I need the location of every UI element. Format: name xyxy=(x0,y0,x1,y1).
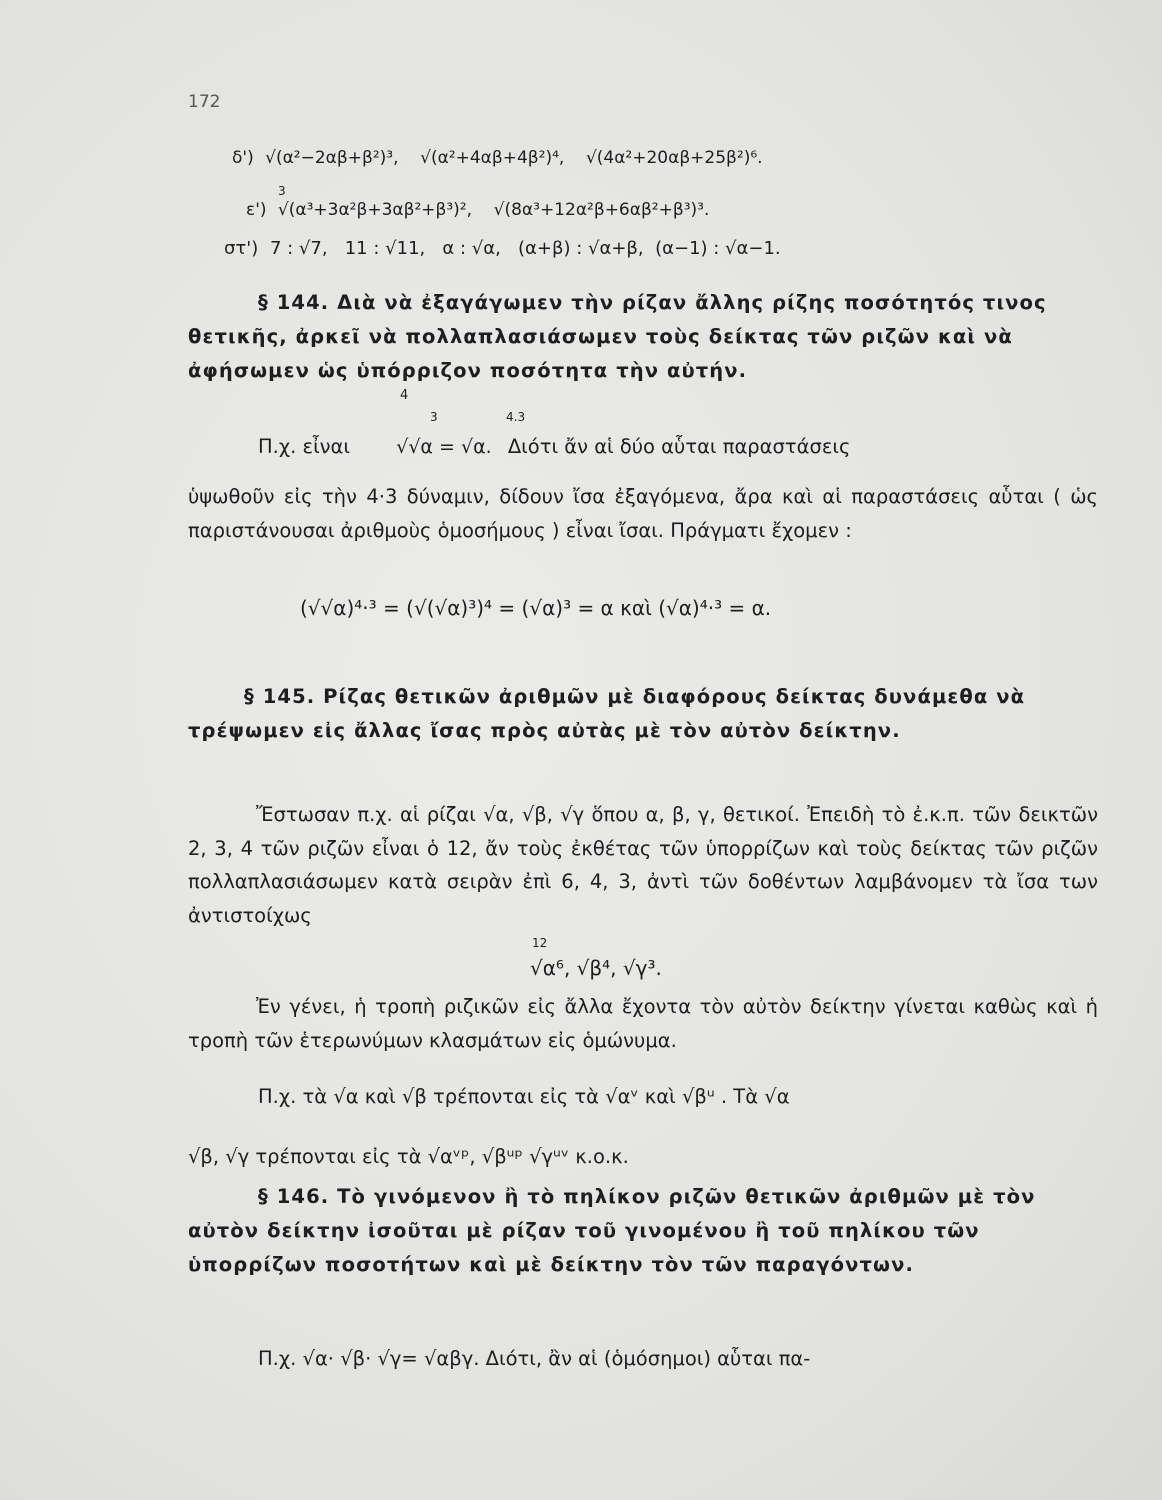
root-index: 4.3 xyxy=(506,410,526,424)
section-145-display-formula: √α⁶, √β⁴, √γ³. xyxy=(530,956,662,980)
section-145-body-1: Ἔστωσαν π.χ. αἱ ρίζαι √α, √β, √γ ὅπου α, β, γ, θετικοί. Ἐπειδὴ τὸ ἐ.κ.π. τῶν δεικτῶν 2, 3, 4 τῶν ριζῶν εἶναι ὁ 12, ἄν τοὺς ἐκθέτας τῶν ὑπορρίζων καὶ τοὺς δείκτας τῶν ριζῶν πολλαπλασιάσωμεν κατὰ σειρὰν ἐπὶ 6, 4, 3, ἀντὶ τῶν δοθέντων λαμβάνομεν τὰ ἴσα των ἀντιστοίχως xyxy=(188,803,1098,927)
example-lead: Π.χ. εἶναι xyxy=(258,435,351,458)
root-index: 3 xyxy=(430,410,438,424)
section-145-body-2: Ἐν γένει, ἡ τροπὴ ριζικῶν εἰς ἄλλα ἔχοντα τὸν αὐτὸν δείκτην γίνεται καθὼς καὶ ἡ τροπὴ τῶν ἑτερωνύμων κλασμάτων εἰς ὁμώνυμα. xyxy=(188,995,1098,1052)
page-number: 172 xyxy=(188,92,221,112)
section-statement: Διὰ νὰ ἐξαγάγωμεν τὴν ρίζαν ἄλλης ρίζης ποσότητός τινος θετικῆς, ἀρκεῖ νὰ πολλαπλασιάσωμεν τοὺς δείκτας τῶν ριζῶν καὶ νὰ ἀφήσωμεν ὡς ὑπόρριζον ποσότητα τὴν αὐτήν. xyxy=(188,291,1047,382)
example-rest: Διότι ἄν αἱ δύο αὗται παραστάσεις xyxy=(507,435,851,458)
expression: α : √α, xyxy=(442,238,501,259)
root-index: 4 xyxy=(400,388,409,403)
section-145-heading xyxy=(188,680,1098,748)
exercise-label: ε') xyxy=(246,200,267,220)
expression: √(α³+3α²β+3αβ²+β³)², xyxy=(277,200,473,220)
exercise-label: δ') xyxy=(232,148,254,168)
root-index: 3 xyxy=(278,184,286,198)
exercise-epsilon xyxy=(246,200,709,220)
section-146-example: Π.χ. √α· √β· √γ= √αβγ. Διότι, ἂν αἱ (ὁμόσημοι) αὗται πα- xyxy=(258,1347,811,1370)
expression: √(α²+4αβ+4β²)⁴, xyxy=(420,148,565,168)
expression: √(4α²+20αβ+25β²)⁶. xyxy=(585,148,763,168)
nested-root-formula: √√α = √α. xyxy=(396,436,492,458)
index: 12 xyxy=(532,936,548,950)
expression: √(α²−2αβ+β²)³, xyxy=(265,148,399,168)
section-145-example-1: Π.χ. τὰ √α καὶ √β τρέπονται εἰς τὰ √αᵛ καὶ √βᵘ . Τὰ √α xyxy=(258,1085,790,1108)
section-144-example xyxy=(258,430,1098,465)
section-145-example-2: √β, √γ τρέπονται εἰς τὰ √αᵛᵖ, √βᵘᵖ √γᵘᵛ κ.ο.κ. xyxy=(188,1145,629,1168)
root-index xyxy=(532,936,547,950)
section-144-body: ὑψωθοῦν εἰς τὴν 4·3 δύναμιν, δίδουν ἴσα ἐξαγόμενα, ἄρα καὶ αἱ παραστάσεις αὗται ( ὡς παριστάνουσαι ἀριθμοὺς ὁμοσήμους ) εἶναι ἴσαι. Πράγματι ἔχομεν : xyxy=(188,485,1098,542)
section-number: § 144. xyxy=(258,291,330,314)
section-144-heading xyxy=(188,286,1098,388)
expression: (α−1) : √α−1. xyxy=(655,238,781,259)
expression: 7 : √7, xyxy=(269,238,328,259)
exercise-stigma xyxy=(224,238,781,259)
expression: 11 : √11, xyxy=(344,238,426,259)
section-number: § 145. xyxy=(244,685,316,708)
section-144-display-formula: (√√α)⁴·³ = (√(√α)³)⁴ = (√α)³ = α καὶ (√α)⁴·³ = α. xyxy=(300,596,772,620)
expression: √(8α³+12α²β+6αβ²+β³)³. xyxy=(493,200,710,220)
section-statement: Ρίζας θετικῶν ἀριθμῶν μὲ διαφόρους δείκτας δυνάμεθα νὰ τρέψωμεν εἰς ἄλλας ἴσας πρὸς αὐτὰς μὲ τὸν αὐτὸν δείκτην. xyxy=(188,685,1026,742)
expression: (α+β) : √α+β, xyxy=(518,238,644,259)
section-number: § 146. xyxy=(258,1185,330,1208)
exercise-label: στ') xyxy=(224,238,259,259)
section-statement: Τὸ γινόμενον ἢ τὸ πηλίκον ριζῶν θετικῶν ἀριθμῶν μὲ τὸν αὐτὸν δείκτην ἰσοῦται μὲ ρίζαν τοῦ γινομένου ἢ τοῦ πηλίκου τῶν ὑπορρίζων ποσοτήτων καὶ μὲ δείκτην τὸν τῶν παραγόντων. xyxy=(188,1185,1036,1276)
section-146-heading xyxy=(188,1180,1098,1282)
exercise-delta xyxy=(232,148,763,168)
